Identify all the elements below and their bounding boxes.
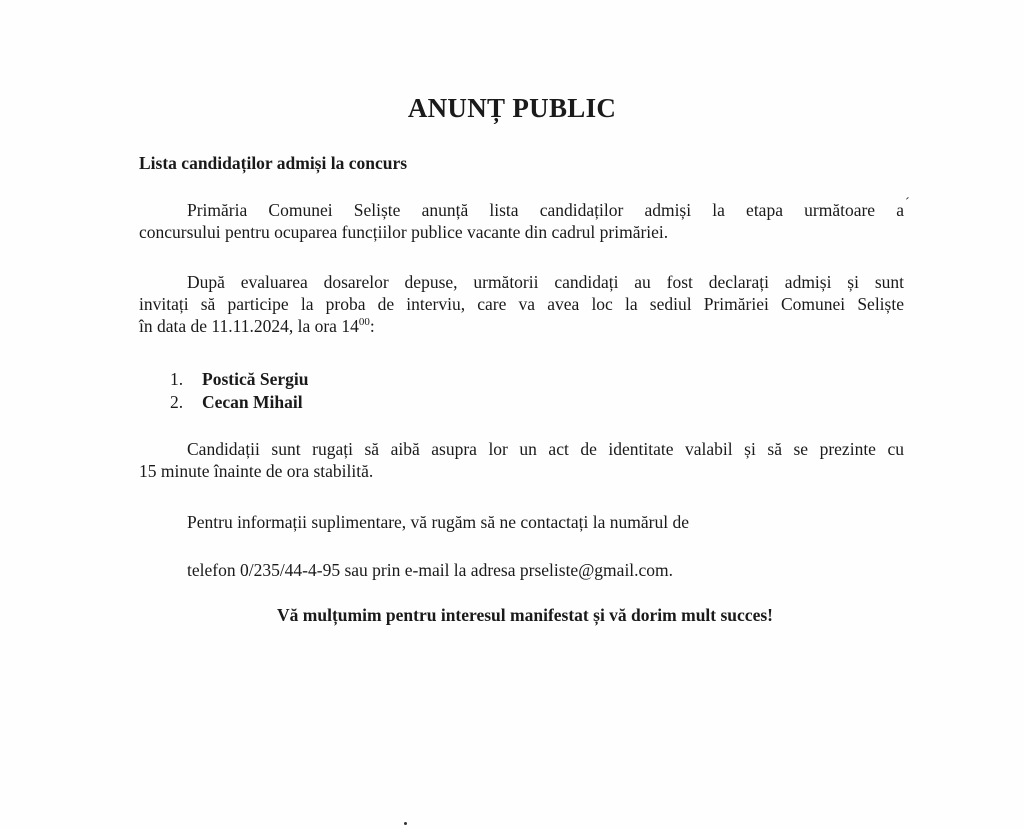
colon-text: : xyxy=(369,316,375,336)
list-item xyxy=(170,391,308,414)
candidate-name: Cecan Mihail xyxy=(202,392,303,412)
paragraph-line xyxy=(139,315,904,337)
subtitle: Lista candidaților admiși la concurs xyxy=(139,153,408,173)
paragraph-line: concursului pentru ocuparea funcțiilor publice vacante din cadrul primăriei. xyxy=(139,222,669,242)
paragraph-evaluation xyxy=(139,271,904,337)
paragraph-line: invitați să participe la proba de interviu, care va avea loc la sediul Primăriei Comunei Seliște xyxy=(139,294,904,314)
paragraph-instructions xyxy=(139,438,904,482)
paragraph-line: telefon 0/235/44-4-95 sau prin e-mail la adresa prseliste@gmail.com. xyxy=(187,560,674,580)
date-time-text: în data de 11.11.2024, la ora 14 xyxy=(139,316,359,336)
accent-mark-icon: ´ xyxy=(905,196,910,211)
paragraph-line: Primăria Comunei Seliște anunță lista candidaților admiși la etapa următoare a xyxy=(187,200,904,220)
list-item-number: 2. xyxy=(170,392,184,412)
paragraph-contact-info xyxy=(139,511,904,533)
paragraph-line: Pentru informații suplimentare, vă rugăm să ne contactați la numărul de xyxy=(187,512,689,532)
candidate-name: Postică Sergiu xyxy=(202,369,309,389)
paragraph-line: După evaluarea dosarelor depuse, următorii candidați au fost declarați admiși și sunt xyxy=(187,272,904,292)
paragraph-contact-details xyxy=(139,559,904,581)
paragraph-line: 15 minute înainte de ora stabilită. xyxy=(139,461,374,481)
candidate-list xyxy=(170,368,308,414)
paragraph-announcement xyxy=(139,199,904,243)
scan-dot xyxy=(404,822,407,825)
paragraph-line: Candidații sunt rugați să aibă asupra lor un act de identitate valabil și să se prezinte cu xyxy=(187,439,904,459)
time-superscript: 00 xyxy=(358,316,370,328)
list-item-number: 1. xyxy=(170,369,184,389)
page-title: ANUNȚ PUBLIC xyxy=(407,93,617,123)
list-item xyxy=(170,368,308,391)
closing-statement: Vă mulțumim pentru interesul manifestat și vă dorim mult succes! xyxy=(277,605,773,625)
